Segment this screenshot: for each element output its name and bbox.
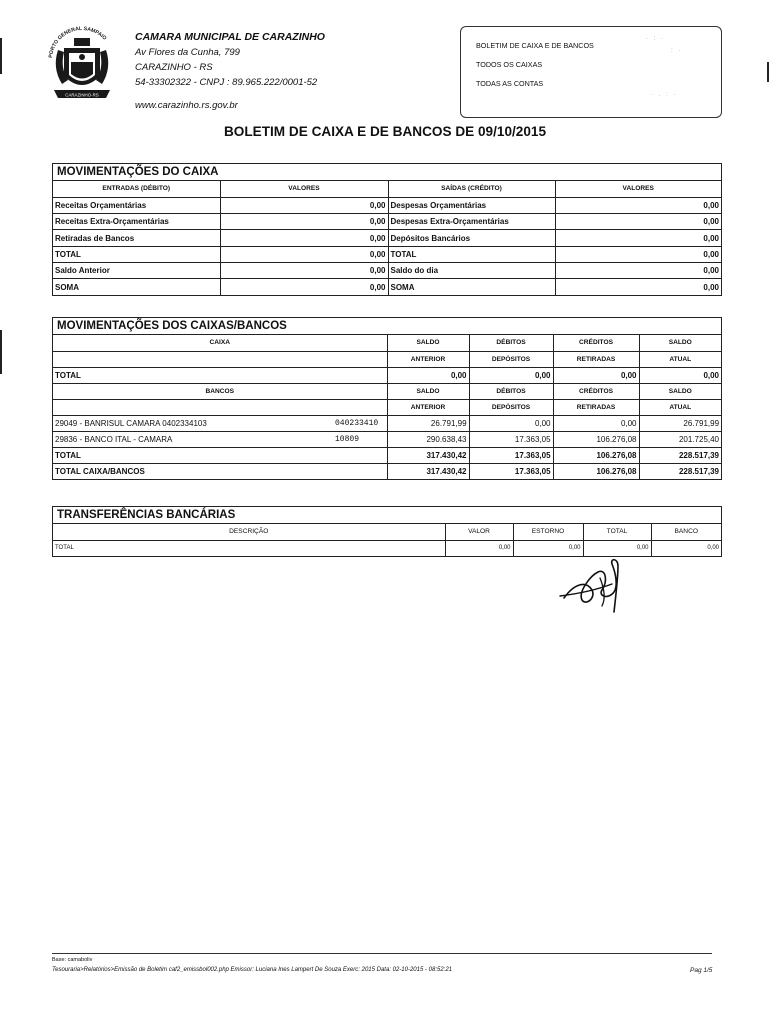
column-header-blank — [53, 399, 387, 415]
saida-value: 0,00 — [555, 262, 721, 278]
creditos-value: 0,00 — [553, 415, 639, 431]
creditos-value: 0,00 — [553, 367, 639, 383]
bank-account-code: 10809 — [333, 431, 387, 447]
page-number: Pag 1/5 — [690, 967, 713, 974]
section-title: TRANSFERÊNCIAS BANCÁRIAS — [53, 507, 721, 524]
table-row — [53, 246, 721, 262]
organization-city: CARAZINHO - RS — [135, 62, 213, 73]
report-type-label: BOLETIM DE CAIXA E DE BANCOS — [476, 41, 594, 50]
saida-value: 0,00 — [555, 230, 721, 246]
row-label: TOTAL — [53, 447, 387, 463]
entrada-value: 0,00 — [220, 262, 388, 278]
caixa-bancos-total-row — [53, 463, 721, 479]
column-subheader: ATUAL — [639, 351, 721, 367]
column-subheader: RETIRADAS — [553, 399, 639, 415]
column-header: BANCO — [651, 524, 721, 540]
creditos-value: 106.276,08 — [553, 463, 639, 479]
column-header: SALDO — [387, 335, 469, 351]
bank-name: 29836 - BANCO ITAL - CAMARA — [53, 431, 333, 447]
column-header: SALDO — [387, 383, 469, 399]
column-header: VALOR — [445, 524, 513, 540]
scan-edge-mark — [767, 62, 769, 82]
entrada-value: 0,00 — [220, 246, 388, 262]
column-header: TOTAL — [583, 524, 651, 540]
scan-edge-mark — [0, 330, 2, 374]
column-header: CAIXA — [53, 335, 387, 351]
entrada-label: Receitas Extra-Orçamentárias — [53, 214, 220, 230]
valor-value: 0,00 — [445, 540, 513, 556]
saldo-atual-value: 201.725,40 — [639, 431, 721, 447]
column-header: SALDO — [639, 335, 721, 351]
municipal-crest-logo — [44, 20, 120, 108]
column-subheader: ANTERIOR — [387, 399, 469, 415]
creditos-value: 106.276,08 — [553, 431, 639, 447]
column-header: ENTRADAS (DÉBITO) — [53, 181, 220, 197]
footer-divider — [52, 953, 712, 954]
column-header: CRÉDITOS — [553, 335, 639, 351]
entrada-value: 0,00 — [220, 230, 388, 246]
movimentacoes-bancos-table — [53, 335, 721, 479]
table-row — [53, 230, 721, 246]
debitos-value: 0,00 — [469, 415, 553, 431]
debitos-value: 17.363,05 — [469, 447, 553, 463]
footer-metadata: Tesouraria>Relatórios>Emissão de Boletim caf2_emissbol002.php Emissor: Luciana Ines Lampert De Souza Exerc: 2015 Data: 02-10-2015 - 08:52:21 — [52, 967, 453, 973]
transferencias-bancarias-section — [52, 506, 722, 557]
report-title: BOLETIM DE CAIXA E DE BANCOS DE 09/10/2015 — [223, 124, 547, 139]
debitos-value: 17.363,05 — [469, 431, 553, 447]
row-label: TOTAL — [53, 367, 387, 383]
scan-edge-mark — [0, 38, 2, 74]
saida-label: Saldo do dia — [388, 262, 555, 278]
saldo-anterior-value: 317.430,42 — [387, 463, 469, 479]
column-header: ESTORNO — [513, 524, 583, 540]
entrada-label: Retiradas de Bancos — [53, 230, 220, 246]
estorno-value: 0,00 — [513, 540, 583, 556]
handwritten-signature — [556, 554, 636, 614]
column-header: VALORES — [555, 181, 721, 197]
bank-name: 29049 - BANRISUL CAMARA 0402334103 — [53, 415, 333, 431]
caixas-filter-label: TODOS OS CAIXAS — [476, 60, 543, 69]
table-subheader-row — [53, 351, 721, 367]
saldo-anterior-value: 0,00 — [387, 367, 469, 383]
column-subheader: ANTERIOR — [387, 351, 469, 367]
section-title: MOVIMENTAÇÕES DOS CAIXAS/BANCOS — [53, 318, 721, 335]
entrada-value: 0,00 — [220, 214, 388, 230]
saldo-anterior-value: 317.430,42 — [387, 447, 469, 463]
transferencias-table — [53, 524, 721, 556]
entrada-label: TOTAL — [53, 246, 220, 262]
column-header-blank — [53, 351, 387, 367]
column-header: DÉBITOS — [469, 335, 553, 351]
saida-value: 0,00 — [555, 197, 721, 213]
bancos-total-row — [53, 447, 721, 463]
column-subheader: RETIRADAS — [553, 351, 639, 367]
saldo-atual-value: 0,00 — [639, 367, 721, 383]
table-subheader-row — [53, 399, 721, 415]
bank-row — [53, 431, 721, 447]
debitos-value: 17.363,05 — [469, 463, 553, 479]
table-header-row — [53, 524, 721, 540]
scan-noise: · . : · — [651, 92, 678, 98]
row-label: TOTAL — [53, 540, 445, 556]
saida-value: 0,00 — [555, 279, 721, 295]
organization-name: CAMARA MUNICIPAL DE CARAZINHO — [135, 31, 325, 43]
saida-value: 0,00 — [555, 214, 721, 230]
column-header: CRÉDITOS — [553, 383, 639, 399]
organization-address: Av Flores da Cunha, 799 — [135, 47, 240, 58]
banco-value: 0,00 — [651, 540, 721, 556]
row-label: TOTAL CAIXA/BANCOS — [53, 463, 387, 479]
table-row — [53, 214, 721, 230]
table-header-row — [53, 181, 721, 197]
entrada-label: Receitas Orçamentárias — [53, 197, 220, 213]
svg-text:CARAZINHO-RS: CARAZINHO-RS — [65, 92, 99, 98]
entrada-label: SOMA — [53, 279, 220, 295]
scan-noise: : · — [671, 48, 683, 54]
total-value: 0,00 — [583, 540, 651, 556]
entrada-value: 0,00 — [220, 197, 388, 213]
movimentacoes-caixa-table — [53, 181, 721, 295]
organization-website: www.carazinho.rs.gov.br — [135, 100, 238, 111]
saida-label: Despesas Orçamentárias — [388, 197, 555, 213]
table-row — [53, 197, 721, 213]
table-row — [53, 279, 721, 295]
saldo-anterior-value: 290.638,43 — [387, 431, 469, 447]
table-header-row — [53, 383, 721, 399]
column-header: DESCRIÇÃO — [53, 524, 445, 540]
column-subheader: ATUAL — [639, 399, 721, 415]
scan-noise: · : · — [646, 36, 665, 42]
column-header: SALDO — [639, 383, 721, 399]
organization-info — [135, 30, 325, 113]
movimentacoes-caixa-section — [52, 163, 722, 296]
organization-contact: 54-33302322 - CNPJ : 89.965.222/0001-52 — [135, 77, 318, 88]
section-title: MOVIMENTAÇÕES DO CAIXA — [53, 164, 721, 181]
column-subheader: DEPÓSITOS — [469, 399, 553, 415]
movimentacoes-bancos-section — [52, 317, 722, 480]
creditos-value: 106.276,08 — [553, 447, 639, 463]
column-subheader: DEPÓSITOS — [469, 351, 553, 367]
bank-account-code: 040233410 — [333, 415, 387, 431]
footer-database: Base: camaboliv — [52, 957, 93, 963]
svg-text:PORTO GENERAL SAMPAIO: PORTO GENERAL SAMPAIO — [48, 25, 108, 59]
saldo-atual-value: 26.791,99 — [639, 415, 721, 431]
saldo-anterior-value: 26.791,99 — [387, 415, 469, 431]
column-header: DÉBITOS — [469, 383, 553, 399]
entrada-value: 0,00 — [220, 279, 388, 295]
debitos-value: 0,00 — [469, 367, 553, 383]
saida-label: Depósitos Bancários — [388, 230, 555, 246]
column-header: SAÍDAS (CRÉDITO) — [388, 181, 555, 197]
saida-label: Despesas Extra-Orçamentárias — [388, 214, 555, 230]
saida-label: TOTAL — [388, 246, 555, 262]
table-row — [53, 262, 721, 278]
entrada-label: Saldo Anterior — [53, 262, 220, 278]
saida-value: 0,00 — [555, 246, 721, 262]
table-header-row — [53, 335, 721, 351]
caixa-total-row — [53, 367, 721, 383]
bank-row — [53, 415, 721, 431]
column-header: VALORES — [220, 181, 388, 197]
saldo-atual-value: 228.517,39 — [639, 447, 721, 463]
column-header: BANCOS — [53, 383, 387, 399]
saida-label: SOMA — [388, 279, 555, 295]
report-filter-box — [460, 26, 722, 118]
saldo-atual-value: 228.517,39 — [639, 463, 721, 479]
contas-filter-label: TODAS AS CONTAS — [476, 79, 544, 88]
